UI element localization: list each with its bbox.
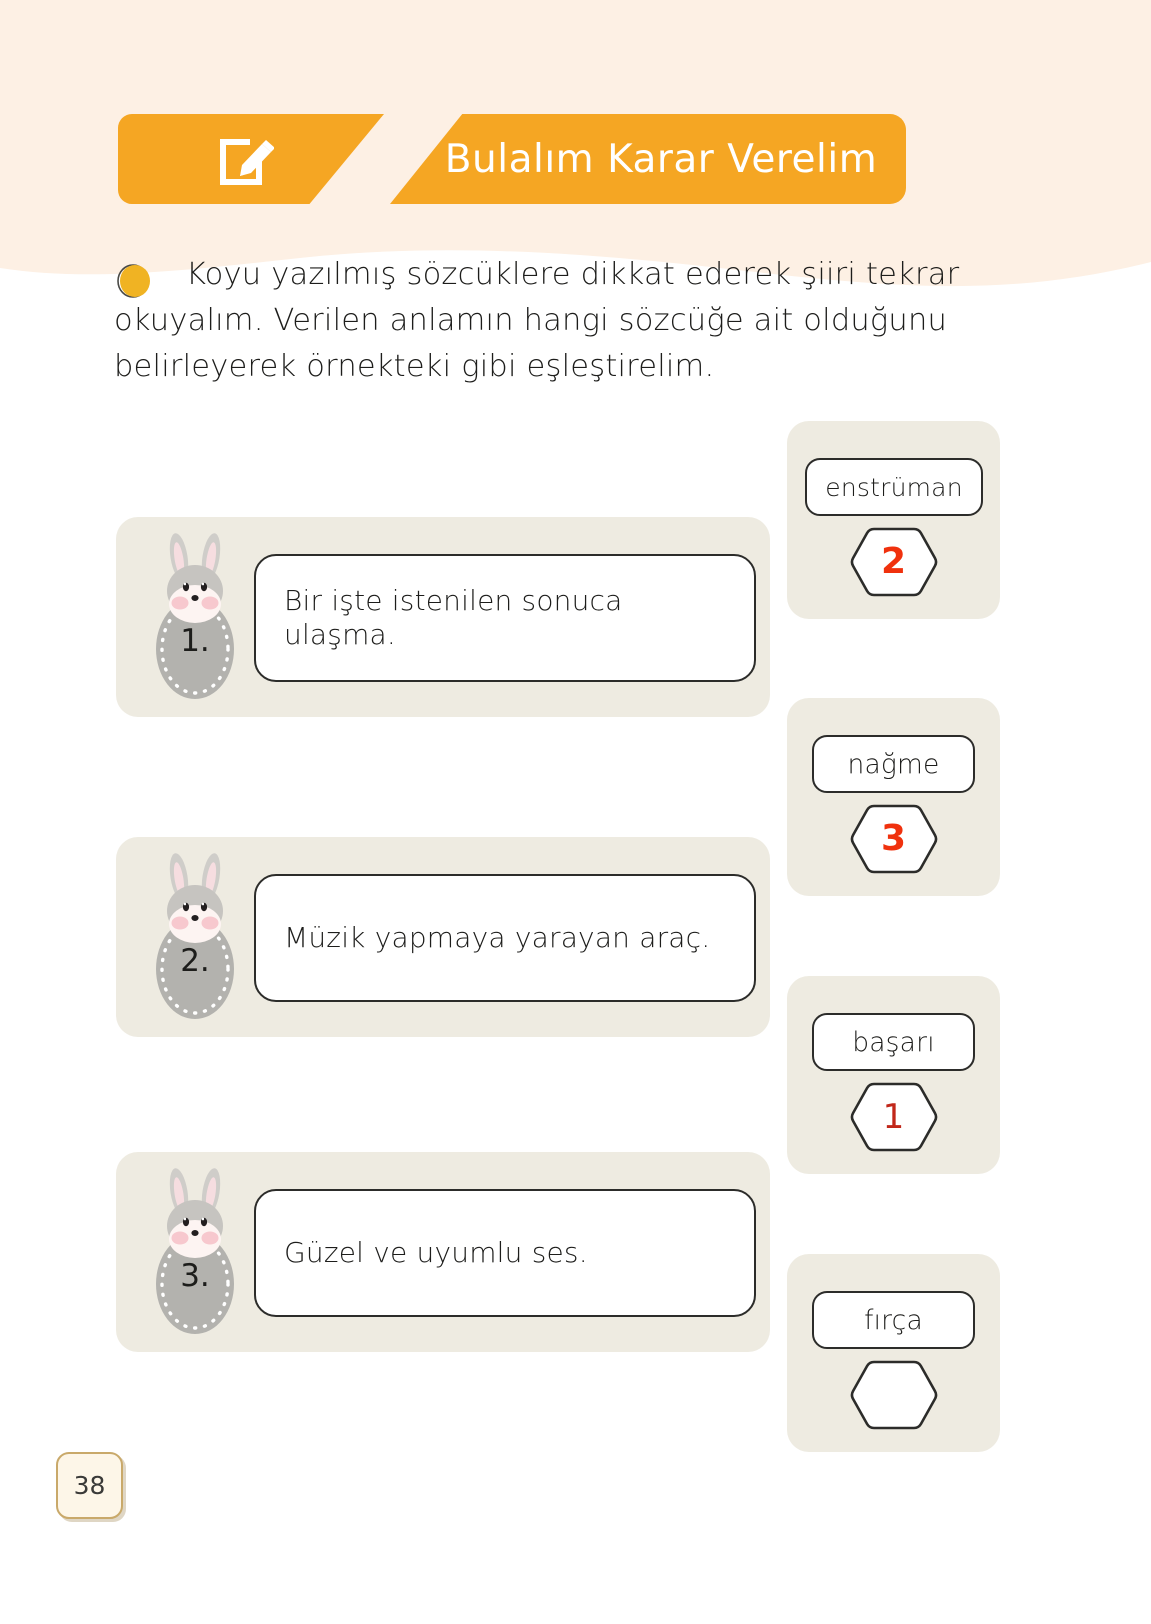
word-label: nağme xyxy=(847,748,940,780)
sentence-box[interactable] xyxy=(254,554,756,682)
word-label: enstrüman xyxy=(825,472,963,502)
sentence-number: 2. xyxy=(180,943,210,979)
word-pill[interactable] xyxy=(805,458,983,516)
rabbit-icon xyxy=(152,849,238,1025)
page-number-value: 38 xyxy=(73,1471,106,1500)
answer-number: 3 xyxy=(880,818,907,859)
answer-number: 1 xyxy=(882,1097,905,1137)
page-number xyxy=(56,1452,123,1519)
word-card-enstruman[interactable] xyxy=(787,421,1000,619)
answer-number xyxy=(787,1358,1000,1432)
sentence-card-2[interactable] xyxy=(116,837,770,1037)
rabbit-icon xyxy=(152,1164,238,1340)
word-pill[interactable] xyxy=(812,735,975,793)
rabbit-icon xyxy=(152,529,238,705)
sentence-number: 1. xyxy=(180,623,210,659)
word-pill[interactable] xyxy=(812,1013,975,1071)
word-card-basari[interactable] xyxy=(787,976,1000,1174)
sentence-number: 3. xyxy=(180,1258,210,1294)
sentence-box[interactable] xyxy=(254,874,756,1002)
answer-number: 2 xyxy=(880,541,907,582)
word-card-nagme[interactable] xyxy=(787,698,1000,896)
section-title: Bulalım Karar Verelim xyxy=(444,136,878,182)
sentence-text: Bir işte istenilen sonuca ulaşma. xyxy=(284,584,623,651)
instruction-text xyxy=(114,252,1014,390)
sentence-text: Müzik yapmaya yarayan araç. xyxy=(284,921,711,954)
word-label: fırça xyxy=(864,1304,923,1336)
sentence-card-3[interactable] xyxy=(116,1152,770,1352)
sentence-card-1[interactable] xyxy=(116,517,770,717)
notepad-pencil-icon xyxy=(118,114,368,204)
instruction-sentence: Koyu yazılmış sözcüklere dikkat ederek şiiri tekrar okuyalım. Verilen anlamın hangi sözcüğe ait olduğunu belirleyerek örnekteki gibi eşleştirelim. xyxy=(114,257,960,384)
word-card-firca[interactable] xyxy=(787,1254,1000,1452)
word-label: başarı xyxy=(852,1026,935,1058)
sentence-box[interactable] xyxy=(254,1189,756,1317)
word-pill[interactable] xyxy=(812,1291,975,1349)
sentence-text: Güzel ve uyumlu ses. xyxy=(284,1236,588,1269)
